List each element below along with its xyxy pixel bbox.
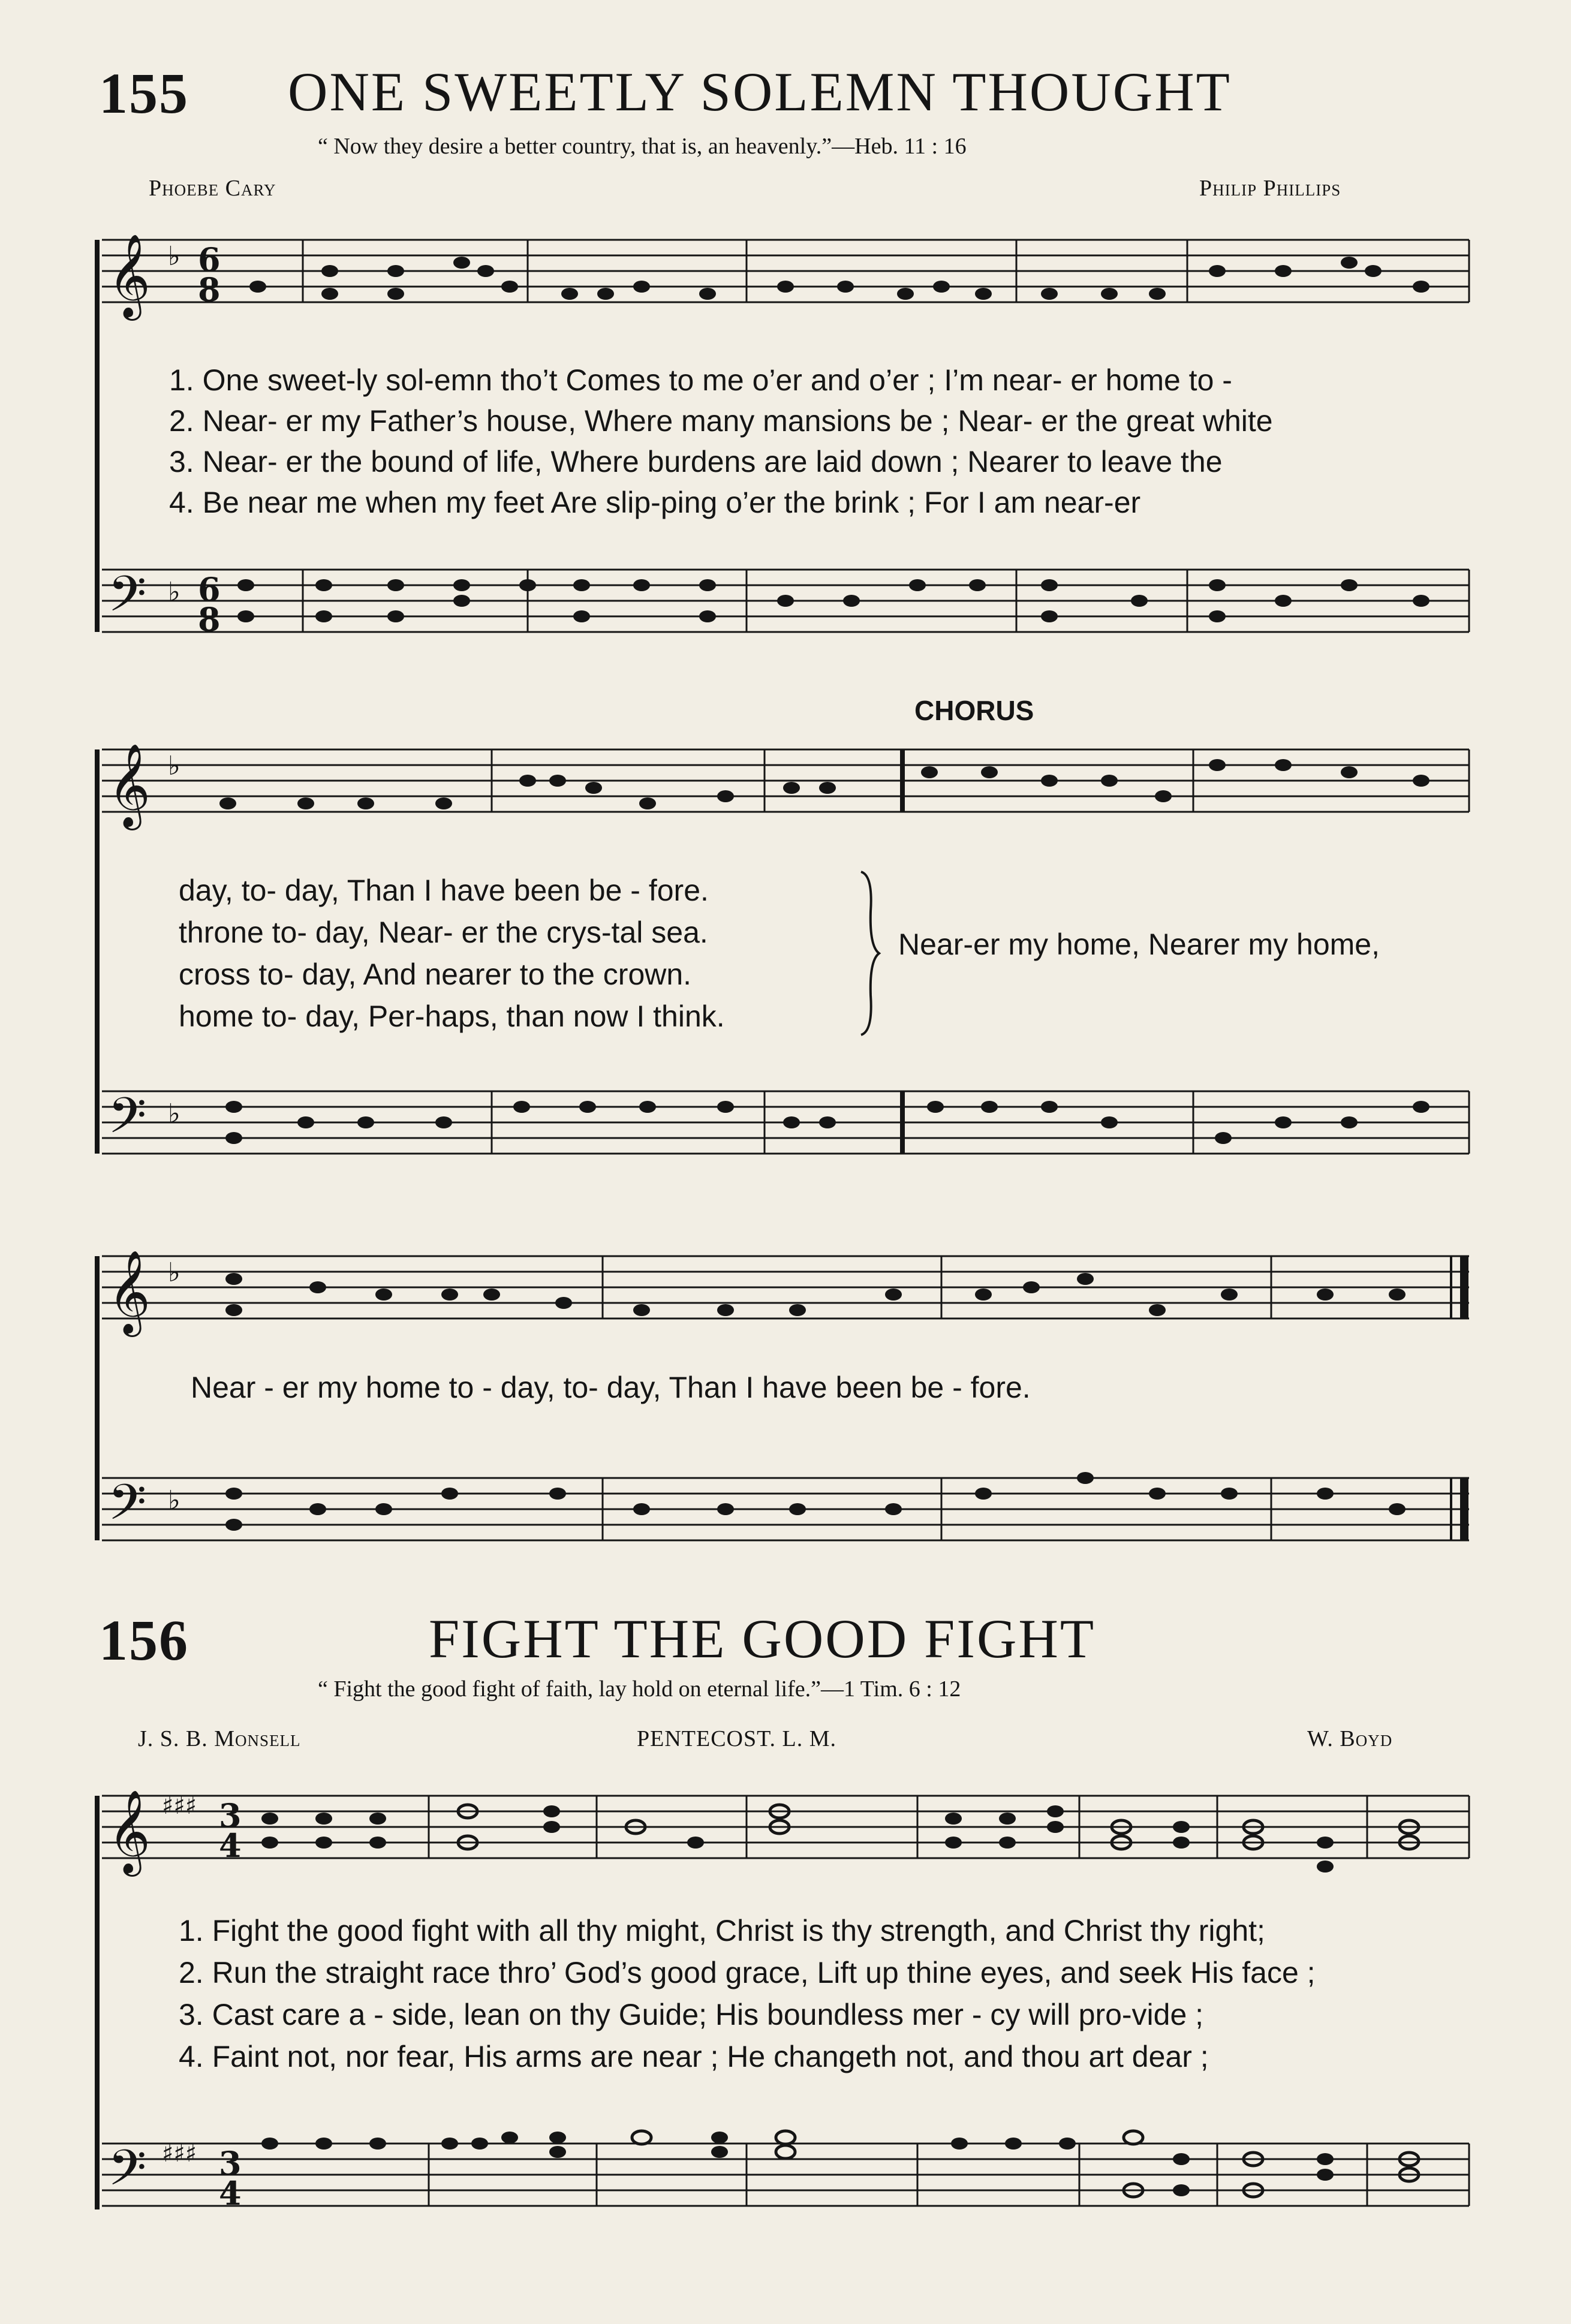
svg-text:♭: ♭ — [168, 577, 180, 607]
svg-text:♭: ♭ — [168, 241, 180, 272]
composer-credit: W. Boyd — [1307, 1726, 1393, 1751]
hymn-number: 156 — [99, 1608, 189, 1672]
bass-clef-icon: 𝄢 — [108, 565, 147, 635]
svg-text:♭: ♭ — [168, 1098, 180, 1129]
svg-text:4: 4 — [219, 2174, 242, 2212]
svg-text:♭: ♭ — [168, 1485, 180, 1516]
verse-line: home to- day, Per-haps, than now I think. — [179, 1000, 725, 1033]
svg-text:4: 4 — [219, 1826, 242, 1865]
verse-line: 1. Fight the good fight with all thy might, Christ is thy strength, and Christ thy right; — [179, 1914, 1265, 1947]
svg-text:♭: ♭ — [168, 1257, 180, 1288]
verse-line: 3. Near- er the bound of life, Where burdens are laid down ; Nearer to leave the — [169, 445, 1223, 478]
treble-clef-icon: 𝄞 — [108, 743, 151, 827]
author-credit: J. S. B. Monsell — [138, 1726, 301, 1751]
chorus-line: Near - er my home to - day, to- day, Than I have been be - fore. — [191, 1371, 1031, 1404]
bass-clef-icon: 𝄢 — [108, 1086, 147, 1157]
treble-clef-icon: 𝄞 — [108, 1250, 151, 1333]
scripture-reference: “ Fight the good fight of faith, lay hold on eternal life.”—1 Tim. 6 : 12 — [318, 1676, 961, 1702]
verse-line: cross to- day, And nearer to the crown. — [179, 958, 692, 991]
svg-text:6: 6 — [198, 570, 221, 609]
music-system — [90, 1250, 1475, 1586]
verse-line: 4. Faint not, nor fear, His arms are near ; He changeth not, and thou art dear ; — [179, 2040, 1209, 2073]
svg-text:♯♯♯: ♯♯♯ — [162, 1792, 197, 1820]
tune-name: PENTECOST. L. M. — [637, 1726, 837, 1751]
chorus-line: Near-er my home, Nearer my home, — [898, 928, 1380, 961]
verse-brace-icon — [857, 869, 881, 1037]
verse-line: day, to- day, Than I have been be - fore. — [179, 874, 709, 907]
svg-text:6: 6 — [198, 240, 221, 279]
verse-block — [179, 1910, 1316, 2078]
treble-clef-icon: 𝄞 — [108, 234, 151, 317]
hymn-title: ONE SWEETLY SOLEMN THOUGHT — [288, 61, 1232, 122]
svg-text:3: 3 — [219, 1796, 242, 1835]
verse-line: throne to- day, Near- er the crys-tal sea. — [179, 916, 708, 949]
author-credit: Phoebe Cary — [149, 176, 276, 201]
verse-line: 1. One sweet-ly sol-emn tho’t Comes to me o’er and o’er ; I’m near- er home to - — [169, 363, 1232, 397]
svg-text:3: 3 — [219, 2144, 242, 2182]
hymn-title: FIGHT THE GOOD FIGHT — [429, 1608, 1096, 1669]
verse-line: 3. Cast care a - side, lean on thy Guide; His boundless mer - cy will pro-vide ; — [179, 1998, 1204, 2031]
verse-block — [169, 360, 1273, 523]
verse-block — [179, 869, 725, 1037]
verse-line: 4. Be near me when my feet Are slip-ping o’er the brink ; For I am near-er — [169, 486, 1141, 519]
chorus-label: CHORUS — [914, 695, 1034, 726]
hymn-number: 155 — [99, 61, 189, 125]
svg-text:♭: ♭ — [168, 751, 180, 781]
verse-line: 2. Run the straight race thro’ God’s good grace, Lift up thine eyes, and seek His face ; — [179, 1956, 1316, 1989]
composer-credit: Philip Phillips — [1199, 176, 1341, 201]
svg-text:8: 8 — [198, 600, 221, 639]
bass-clef-icon: 𝄢 — [108, 1473, 147, 1543]
svg-text:8: 8 — [198, 270, 221, 309]
bass-clef-icon: 𝄢 — [108, 2139, 147, 2209]
scripture-reference: “ Now they desire a better country, that is, an heavenly.”—Heb. 11 : 16 — [318, 134, 967, 159]
treble-clef-icon: 𝄞 — [108, 1790, 151, 1873]
svg-text:♯♯♯: ♯♯♯ — [162, 2140, 197, 2168]
verse-line: 2. Near- er my Father’s house, Where many mansions be ; Near- er the great white — [169, 404, 1273, 438]
